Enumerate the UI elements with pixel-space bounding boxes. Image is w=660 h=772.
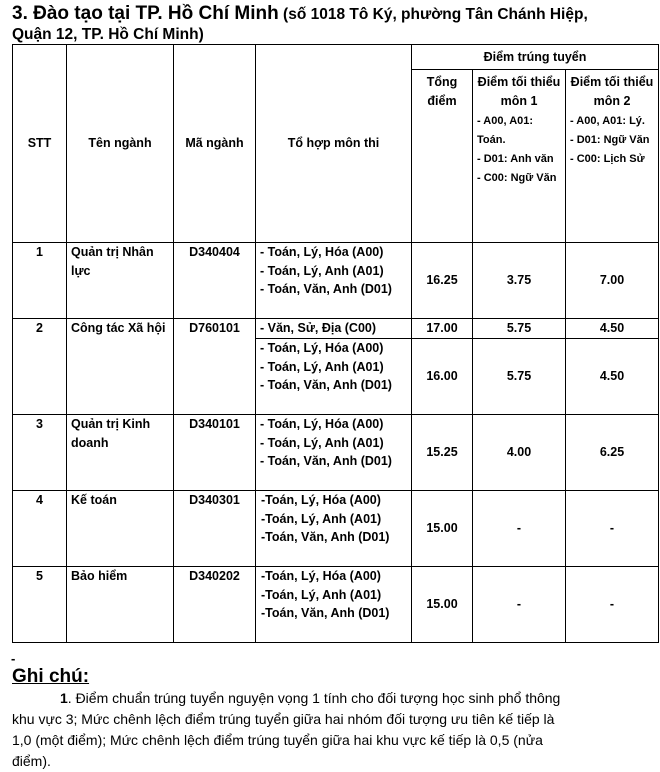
table-row <box>13 319 659 339</box>
header-note-line: - D01: Anh văn <box>477 153 554 165</box>
cell-stt: 3 <box>13 415 67 491</box>
subject-combination-line: - Toán, Văn, Anh (D01) <box>260 378 392 392</box>
section-heading <box>12 4 658 45</box>
table-row <box>13 415 659 491</box>
cell-subject-combination <box>256 243 412 319</box>
header-subject-combination: Tổ hợp môn thi <box>256 45 412 243</box>
cell-major-name: Kế toán <box>67 491 174 567</box>
cell-major-name: Quản trị Nhân lực <box>67 243 174 319</box>
subject-combination-line: - Toán, Lý, Hóa (A00) <box>260 417 384 431</box>
header-min-subject-2-label: Điểm tối thiểu môn 2 <box>570 75 654 108</box>
cell-min-subject-1: - <box>473 491 566 567</box>
cell-min-subject-2: 4.50 <box>566 339 659 415</box>
header-note-line: - C00: Lịch Sử <box>570 153 645 165</box>
separator-dash: - <box>11 651 16 666</box>
table-row <box>13 491 659 567</box>
cell-total-score: 15.00 <box>412 567 473 643</box>
subject-combination-line: - Toán, Lý, Hóa (A00) <box>260 341 384 355</box>
section-address-line2: Quận 12, TP. Hồ Chí Minh) <box>12 26 204 43</box>
note-line-2: khu vực 3; Mức chênh lệch điểm trúng tuyển giữa hai nhóm đối tượng ưu tiên kế tiếp là <box>12 711 555 727</box>
cell-min-subject-1: 5.75 <box>473 319 566 339</box>
cell-subject-combination <box>256 491 412 567</box>
header-total-score: Tổng điểm <box>412 70 473 243</box>
cell-stt: 5 <box>13 567 67 643</box>
table-body <box>13 45 659 643</box>
subject-combination-line: - Toán, Lý, Anh (A01) <box>260 263 384 278</box>
cell-major-code: D340202 <box>174 567 256 643</box>
cell-min-subject-1: - <box>473 567 566 643</box>
cell-major-name: Công tác Xã hội <box>67 319 174 415</box>
header-note-line: - A00, A01: Lý. <box>570 115 645 127</box>
subject-combination-line: - Toán, Văn, Anh (D01) <box>260 282 392 296</box>
cell-major-code: D340101 <box>174 415 256 491</box>
subject-combination-line: -Toán, Lý, Anh (A01) <box>261 587 382 602</box>
cell-subject-combination <box>256 567 412 643</box>
cell-major-code: D340301 <box>174 491 256 567</box>
cell-total-score: 15.00 <box>412 491 473 567</box>
note-line-3: 1,0 (một điểm); Mức chênh lệch điểm trúng tuyển giữa hai khu vực kế tiếp là 0,5 (nửa <box>12 732 543 748</box>
header-major-name: Tên ngành <box>67 45 174 243</box>
header-min-subject-1 <box>473 70 566 243</box>
header-min-subject-2 <box>566 70 659 243</box>
header-note-line: - C00: Ngữ Văn <box>477 172 557 184</box>
cell-stt: 2 <box>13 319 67 415</box>
note-line-4: điểm). <box>12 753 51 769</box>
header-admission-score: Điểm trúng tuyển <box>412 45 659 70</box>
header-min-subject-2-notes <box>570 112 654 169</box>
cell-stt: 4 <box>13 491 67 567</box>
subject-combination-line: -Toán, Lý, Anh (A01) <box>261 511 382 526</box>
subject-combination-line: - Toán, Lý, Anh (A01) <box>260 359 384 374</box>
cell-stt: 1 <box>13 243 67 319</box>
cell-total-score: 16.00 <box>412 339 473 415</box>
cell-min-subject-2: 4.50 <box>566 319 659 339</box>
cell-min-subject-2: - <box>566 491 659 567</box>
subject-combination-line: -Toán, Lý, Hóa (A00) <box>261 493 381 507</box>
cell-min-subject-2: 7.00 <box>566 243 659 319</box>
cell-major-code: D340404 <box>174 243 256 319</box>
cell-min-subject-2: 6.25 <box>566 415 659 491</box>
notes-text <box>12 688 660 772</box>
header-min-subject-1-label: Điểm tối thiểu môn 1 <box>477 75 561 108</box>
table-row <box>13 567 659 643</box>
section-title: 3. Đào tạo tại TP. Hồ Chí Minh <box>12 3 279 24</box>
section-address: (số 1018 Tô Ký, phường Tân Chánh Hiệp, <box>278 6 588 23</box>
subject-combination-line: - Văn, Sử, Địa (C00) <box>260 321 377 335</box>
cell-major-name: Quản trị Kinh doanh <box>67 415 174 491</box>
header-major-code: Mã ngành <box>174 45 256 243</box>
subject-combination-line: - Toán, Văn, Anh (D01) <box>260 454 392 468</box>
cell-min-subject-1: 3.75 <box>473 243 566 319</box>
subject-combination-line: -Toán, Văn, Anh (D01) <box>261 606 390 620</box>
cell-total-score: 17.00 <box>412 319 473 339</box>
notes-title: Ghi chú: <box>12 666 90 687</box>
cell-total-score: 15.25 <box>412 415 473 491</box>
header-note-line: - A00, A01: Toán. <box>477 115 534 146</box>
subject-combination-line: - Toán, Lý, Anh (A01) <box>260 435 384 450</box>
admission-score-table <box>12 44 659 643</box>
cell-major-name: Bảo hiểm <box>67 567 174 643</box>
cell-min-subject-1: 5.75 <box>473 339 566 415</box>
cell-min-subject-1: 4.00 <box>473 415 566 491</box>
cell-subject-combination <box>256 415 412 491</box>
note-item-number: 1 <box>60 690 68 706</box>
header-note-line: - D01: Ngữ Văn <box>570 134 650 146</box>
subject-combination-line: -Toán, Lý, Hóa (A00) <box>261 569 381 583</box>
subject-combination-line: -Toán, Văn, Anh (D01) <box>261 530 390 544</box>
cell-min-subject-2: - <box>566 567 659 643</box>
cell-total-score: 16.25 <box>412 243 473 319</box>
cell-subject-combination <box>256 319 412 339</box>
cell-major-code: D760101 <box>174 319 256 415</box>
header-min-subject-1-notes <box>477 112 561 188</box>
note-line-1: 1. Điểm chuẩn trúng tuyển nguyện vọng 1 tính cho đối tượng học sinh phổ thông <box>60 690 561 706</box>
cell-subject-combination <box>256 339 412 415</box>
subject-combination-line: - Toán, Lý, Hóa (A00) <box>260 245 384 259</box>
header-stt: STT <box>13 45 67 243</box>
table-row <box>13 243 659 319</box>
